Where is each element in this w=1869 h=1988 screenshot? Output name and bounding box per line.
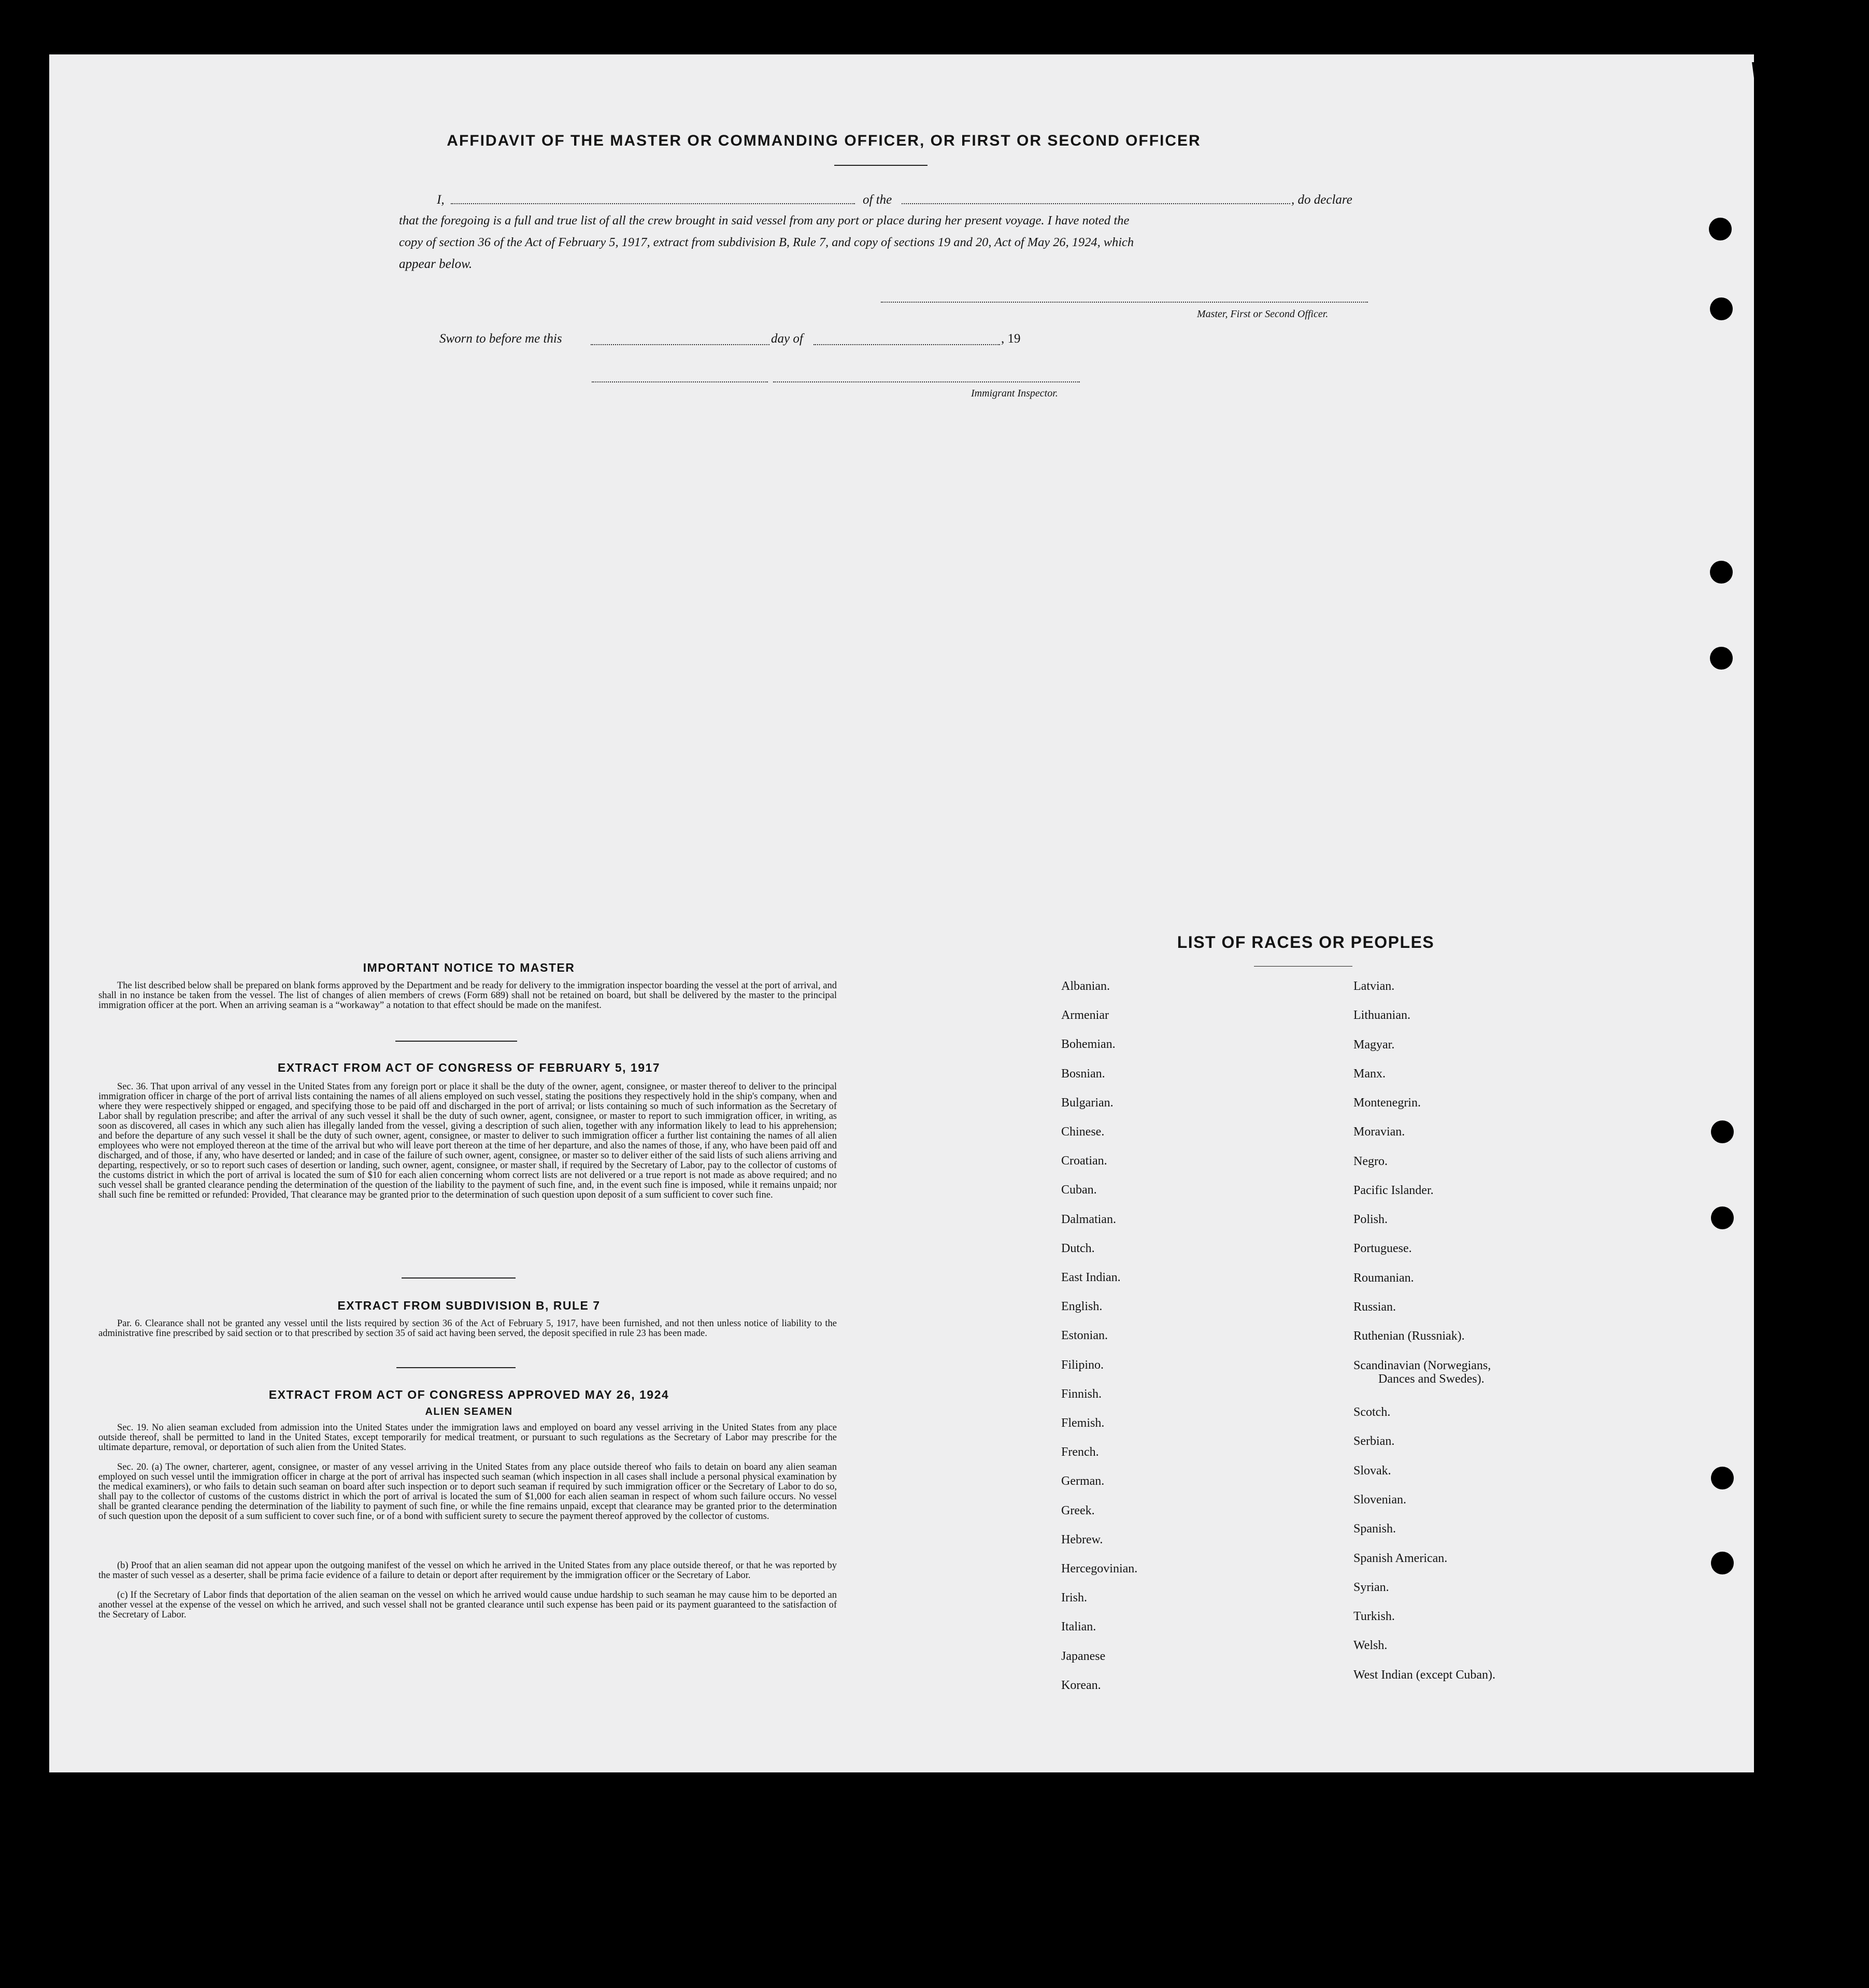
punch-hole [1709,218,1732,240]
race-item: Dalmatian. [1061,1212,1116,1226]
race-item: Spanish. [1353,1522,1396,1536]
race-item: East Indian. [1061,1271,1121,1284]
punch-hole [1711,1206,1734,1229]
race-item: Dances and Swedes). [1378,1372,1485,1386]
race-item: Serbian. [1353,1435,1395,1448]
rule7-text: Par. 6. Clearance shall not be granted any vessel until the lists required by section 36 of the Act of February 5, 1917, have been furnished, and not then unless notice of liability to the administrative fine prescribed by said section or to that prescribed by section 35 of said act having been served, the deposit specified in rule 23 has been made. [98,1318,837,1339]
affidavit-line-1c: , do declare [1291,193,1352,207]
race-item: Welsh. [1353,1639,1388,1652]
sworn-text-a: Sworn to before me this [439,332,562,346]
race-item: Bosnian. [1061,1067,1105,1081]
affidavit-line-3: copy of section 36 of the Act of February 5, 1917, extract from subdivision B, Rule 7, and copy of sections 19 and 20, Act of May 26, 1924, which [399,235,1134,249]
race-item: Slovenian. [1353,1493,1406,1507]
race-item: Bulgarian. [1061,1096,1114,1110]
race-item: Greek. [1061,1503,1095,1517]
race-item: French. [1061,1445,1099,1459]
race-item: Hebrew. [1061,1532,1103,1546]
race-item: Flemish. [1061,1416,1105,1430]
race-item: Japanese [1061,1649,1106,1663]
race-item: Magyar. [1353,1038,1395,1052]
sec20a-text: Sec. 20. (a) The owner, charterer, agent, consignee, or master of any vessel arriving in the United States from any place outside thereof who fails to detain on board any alien seaman employed on such vessel until the immigration officer in charge at the port of arrival has inspected such seaman (which inspection in all cases shall include a personal physical examination by the medical examiners), or who fails to detain such seaman on board after such inspection or to deport such seaman if required by such immigration officer or the Secretary of Labor to do so, shall pay to the collector of customs of the customs district in which the port of arrival is located the sum of $1,000 for each alien seaman in respect of whom such failure occurs. No vessel shall be granted clearance pending the determination of the liability to payment of such fine, or while the fine remains unpaid, except that clearance may be granted prior to the determination of such question upon the deposit of a sum sufficient to cover such fine, or of a bond with sufficient surety to secure the payment thereof approved by the collector of customs. [98,1462,837,1522]
divider [402,1277,516,1279]
race-item: Albanian. [1061,979,1110,993]
race-item: German. [1061,1474,1105,1488]
sworn-day-field[interactable] [591,344,769,345]
name-field[interactable] [451,203,855,204]
race-item: Manx. [1353,1067,1386,1081]
affidavit-line-4: appear below. [399,257,473,271]
race-item: Moravian. [1353,1125,1405,1139]
race-item: Syrian. [1353,1581,1389,1594]
sec20b-text: (b) Proof that an alien seaman did not appear upon the outgoing manifest of the vessel on which he arrived in the United States from any place outside thereof, or that he was reported by the master of such vessel as a deserter, shall be prima facie evidence of a failure to detain or deport after requirement by the immigration officer or the Secretary of Labor. [98,1560,837,1581]
extract-1917-title: EXTRACT FROM ACT OF CONGRESS OF FEBRUARY 5, 1917 [277,1061,661,1074]
affidavit-line-1a: I, [437,193,445,207]
race-item: Scandinavian (Norwegians, [1353,1359,1491,1372]
race-item: Roumanian. [1353,1271,1414,1285]
race-item: Spanish American. [1353,1552,1448,1565]
sec19-text: Sec. 19. No alien seaman excluded from admission into the United States under the immigration laws and employed on board any vessel arriving in the United States from any place outside thereof, shall be permitted to land in the United States, except temporarily for medical treatment, or pursuant to such regulations as the Secretary of Labor may prescribe for the ultimate departure, removal, or deportation of such alien from the United States. [98,1423,837,1453]
race-item: Slovak. [1353,1464,1391,1478]
race-item: Hercegovinian. [1061,1562,1138,1575]
affidavit-line-1b: of the [863,193,892,207]
race-item: Latvian. [1353,979,1395,993]
inspector-signature-field[interactable] [773,381,1080,382]
extract-1924-title: EXTRACT FROM ACT OF CONGRESS APPROVED MAY 26, 1924 [268,1388,669,1401]
races-title: LIST OF RACES OR PEOPLES [1177,933,1435,952]
race-item: Montenegrin. [1353,1096,1421,1110]
punch-hole [1711,1467,1734,1489]
race-item: Negro. [1353,1155,1388,1168]
inspector-field-a[interactable] [592,381,768,382]
notice-title: IMPORTANT NOTICE TO MASTER [363,961,575,974]
race-item: Turkish. [1353,1610,1395,1623]
race-item: Filipino. [1061,1358,1104,1372]
race-item: Korean. [1061,1678,1101,1692]
sworn-text-c: , 19 [1001,332,1021,346]
vessel-field[interactable] [902,203,1290,204]
race-item: Chinese. [1061,1125,1105,1139]
race-item: West Indian (except Cuban). [1353,1668,1495,1682]
race-item: Pacific Islander. [1353,1184,1434,1197]
divider [834,165,928,166]
notice-text: The list described below shall be prepared on blank forms approved by the Department and be ready for delivery to the immigration inspector boarding the vessel at the port of arrival, and shall in no instance be taken from the vessel. The list of changes of alien members of crews (Form 689) shall not be retained on board, but shall be delivered by the master to the principal immigration officer at the port. When an arriving seaman is a “workaway” a notation to that effect should be made on the manifest. [98,981,837,1011]
race-item: English. [1061,1300,1103,1314]
race-item: Russian. [1353,1300,1396,1314]
punch-hole [1710,297,1733,320]
affidavit-title: AFFIDAVIT OF THE MASTER OR COMMANDING OFFICER, OR FIRST OR SECOND OFFICER [447,132,1201,149]
race-item: Irish. [1061,1591,1087,1605]
sworn-month-field[interactable] [814,344,1000,345]
extract-1917-text: Sec. 36. That upon arrival of any vessel in the United States from any foreign port or place it shall be the duty of the owner, agent, consignee, or master thereof to deliver to the principal immigration officer in charge of the port of arrival lists containing the names of all aliens employed on such vessel, stating the positions they respectively hold in the ship's company, when and where they were respectively shipped or engaged, and specifying those to be paid off and discharged in the port of arrival; or lists containing so much of such information as the Secretary of Labor shall by regulation prescribe; and after the arrival of any such vessel it shall be the duty of such owner, agent, consignee, or master to report to such immigration officer, in writing, as soon as discovered, all cases in which any such alien has illegally landed from the vessel, giving a description of such alien, together with any information likely to lead to his apprehension; and before the departure of any such vessel it shall be the duty of such owner, agent, consignee, or master to deliver to such immigration officer a further list containing the names of all alien employees who were not employed thereon at the time of the arrival but who will leave port thereon at the time of her departure, and also the names of those, if any, who have been paid off and discharged, and of those, if any, who have deserted or landed; and in case of the failure of such owner, agent, consignee, or master so to deliver either of the said lists of such aliens arriving and departing, respectively, or so to report such cases of desertion or landing, such owner, agent, consignee, or master shall, if required by the Secretary of Labor, pay to the collector of customs of the customs district in which the port of arrival is located the sum of $10 for each alien concerning whom correct lists are not delivered or a true report is not made as above required; and no such vessel shall be granted clearance pending the determination of the question of the liability to the payment of such fine, and, in the event such fine is imposed, while it remains unpaid; nor shall such fine be remitted or refunded: Provided, That clearance may be granted prior to the determination of such question upon deposit of a sum sufficient to cover such fine. [98,1082,837,1200]
race-item: Finnish. [1061,1387,1102,1401]
race-item: Bohemian. [1061,1038,1116,1052]
punch-hole [1710,647,1733,670]
divider [396,1367,516,1368]
alien-seamen-subtitle: ALIEN SEAMEN [425,1406,513,1417]
punch-hole [1710,561,1733,584]
rule7-title: EXTRACT FROM SUBDIVISION B, RULE 7 [337,1299,601,1312]
race-item: Dutch. [1061,1241,1095,1255]
sec20c-text: (c) If the Secretary of Labor finds that deportation of the alien seaman on the vessel on which he arrived would cause undue hardship to such seaman he may cause him to be deported an another vessel at the expense of the vessel on which he arrived, and such vessel shall not be granted clearance until such expense has been paid or its payment guaranteed to the satisfaction of the Secretary of Labor. [98,1590,837,1620]
master-caption: Master, First or Second Officer. [1197,308,1329,320]
race-item: Polish. [1353,1213,1388,1226]
race-item: Italian. [1061,1620,1096,1634]
race-item: Cuban. [1061,1183,1097,1197]
divider [395,1041,517,1042]
race-item: Ruthenian (Russniak). [1353,1329,1465,1343]
affidavit-line-2: that the foregoing is a full and true list of all the crew brought in said vessel from any port or place during her present voyage. I have noted the [399,214,1130,228]
inspector-caption: Immigrant Inspector. [971,388,1058,399]
master-signature-field[interactable] [881,302,1368,303]
race-item: Croatian. [1061,1154,1107,1168]
race-item: Estonian. [1061,1329,1108,1343]
race-item: Lithuanian. [1353,1009,1410,1022]
race-item: Portuguese. [1353,1242,1412,1255]
race-item: Armeniar [1061,1009,1109,1023]
punch-hole [1711,1120,1734,1143]
sworn-text-b: day of [771,332,803,346]
race-item: Scotch. [1353,1405,1391,1419]
divider [1254,966,1352,967]
punch-hole [1711,1552,1734,1574]
